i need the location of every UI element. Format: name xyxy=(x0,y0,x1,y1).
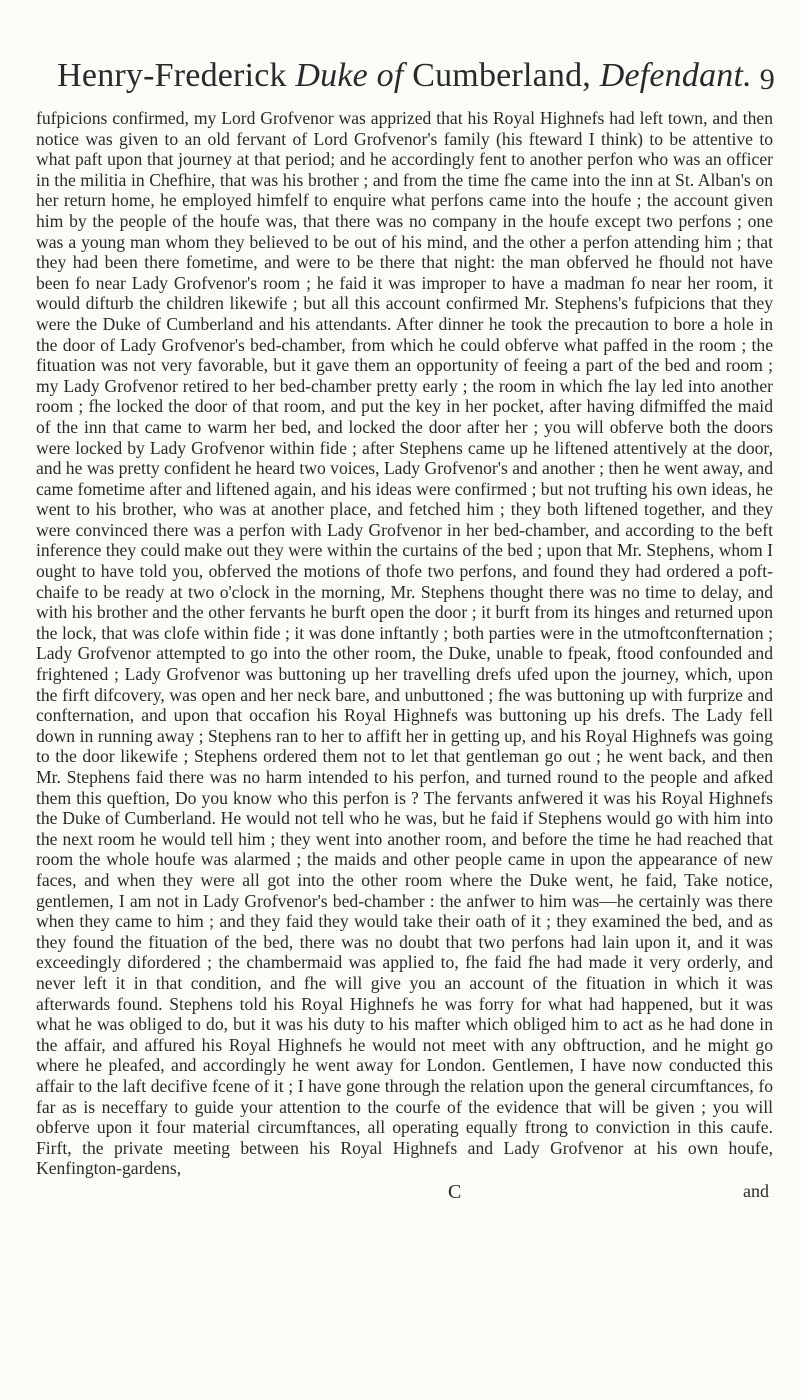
catchword: and xyxy=(743,1180,769,1201)
running-head xyxy=(36,56,773,96)
title-of: of xyxy=(367,57,413,94)
title-duke: Duke xyxy=(295,57,368,94)
title-prefix: Henry-Frederick xyxy=(57,57,296,94)
page-number: 9 xyxy=(759,63,775,96)
page-footer xyxy=(36,1181,773,1203)
title-role: Defendant. xyxy=(599,57,752,94)
body-paragraph: fufpicions confirmed, my Lord Grofvenor was apprized that his Royal Highnefs had left town, and then notice was given to an old fervant of Lord Grofvenor's family (his fteward I think) to be attentive to what paft upon that journey at that period; and he accordingly fent to another perfon who was an officer in the militia in Chefhire, that was his brother ; and from the time fhe came into the inn at St. Alban's on her return home, he employed himfelf to enquire what perfons came into the houfe ; the account given him by the people of the houfe was, that there was no company in the houfe except two perfons ; one was a young man whom they believed to be out of his mind, and the other a perfon attending him ; that they had been there fometime, and were to be there that night: the man obferved he fhould not have been fo near Lady Grofvenor's room ; he faid it was improper to have a madman fo near her room, it would difturb the children likewife ; but all this account confirmed Mr. Stephens's fufpicions that they were the Duke of Cumberland and his attendants. After dinner he took the precaution to bore a hole in the door of Lady Grofvenor's bed-chamber, from which he could obferve what paffed in the room ; the fituation was not very favorable, but it gave them an opportunity of feeing a part of the bed and room ; my Lady Grofvenor retired to her bed-chamber pretty early ; the room in which fhe lay led into another room ; fhe locked the door of that room, and put the key in her pocket, after having difmiffed the maid of the inn that came to warm her bed, and locked the door after her ; you will obferve both the doors were locked by Lady Grofvenor within fide ; after Stephens came up he liftened attentively at the door, and he was pretty confident he heard two voices, Lady Grofvenor's and another ; then he went away, and came fometime after and liftened again, and his ideas were confirmed ; but not trufting his own ideas, he went to his brother, who was at another place, and fetched him ; they both liftened together, and they were convinced there was a perfon with Lady Grofvenor in her bed-chamber, and according to the beft inference they could make out they were within the curtains of the bed ; upon that Mr. Stephens, whom I ought to have told you, obferved the motions of thofe two perfons, and found they had ordered a poft-chaife to be ready at two o'clock in the morning, Mr. Stephens thought there was no time to delay, and with his brother and the other fervants he burft open the door ; it burft from its hinges and returned upon the lock, that was clofe within fide ; it was done inftantly ; both parties were in the utmoftconfternation ; Lady Grofvenor attempted to go into the other room, the Duke, unable to fpeak, ftood confounded and frightened ; Lady Grofvenor was buttoning up her travelling drefs ufed upon the journey, which, upon the firft difcovery, was open and her neck bare, and unbuttoned ; fhe was buttoning up with furprize and confternation, and upon that occafion his Royal Highnefs was buttoning up his drefs. The Lady fell down in running away ; Stephens ran to her to affift her in getting up, and his Royal Highnefs was going to the door likewife ; Stephens ordered them not to let that gentleman go out ; he went back, and then Mr. Stephens faid there was no harm intended to his perfon, and turned round to the people and afked them this queftion, Do you know who this perfon is ? The fervants anfwered it was his Royal Highnefs the Duke of Cumberland. He would not tell who he was, but he faid if Stephens would go with him into the next room he would tell him ; they went into another room, and before the time he had reached that room the whole houfe was alarmed ; the maids and other people came in upon the appearance of new faces, and when they were all got into the other room where the Duke went, he faid, Take notice, gentlemen, I am not in Lady Grofvenor's bed-chamber : the anfwer to him was—he certainly was there when they came to him ; and they faid they would take their oath of it ; they examined the bed, and as they found the fituation of the bed, there was no doubt that two perfons had lain upon it, and it was exceedingly difordered ; the chambermaid was applied to, fhe faid fhe had made it very orderly, and never left it in that condition, and fhe will give you an account of the fituation in which it was afterwards found. Stephens told his Royal Highnefs he was forry for what had happened, but it was what he was obliged to do, but it was his duty to his mafter which obliged him to act as he had done in the affair, and affured his Royal Highnefs he would not meet with any obftruction, and he might go where he pleafed, and accordingly he went away for London. Gentlemen, I have now conducted this affair to the laft decifive fcene of it ; I have gone through the relation upon the general circumftances, fo far as is neceffary to guide your attention to the courfe of the evidence that will be given ; you will obferve upon it four material circumftances, all operating equally ftrong to conviction in this caufe. Firft, the private meeting between his Royal Highnefs and Lady Grofvenor at his own houfe, Kenfington-gardens, xyxy=(36,108,773,1179)
title-place: Cumberland, xyxy=(412,57,600,94)
signature-mark: C xyxy=(448,1180,462,1203)
